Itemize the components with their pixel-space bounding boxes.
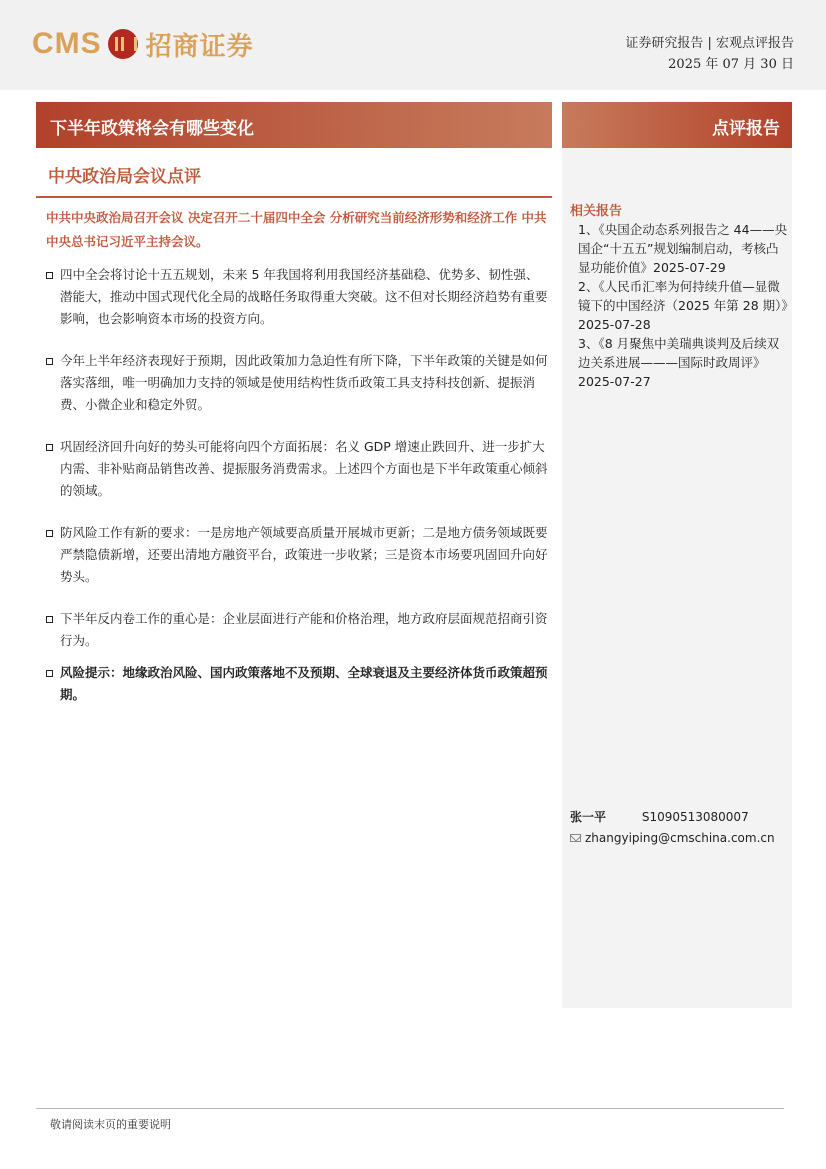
checkbox-bullet-icon xyxy=(46,670,53,677)
footer-divider xyxy=(36,1108,784,1109)
mail-icon xyxy=(570,834,581,842)
list-item xyxy=(46,522,550,588)
list-item-text: 四中全会将讨论十五五规划，未来 5 年我国将利用我国经济基础稳、优势多、韧性强、潜能大，推动中国式现代化全局的战略任务取得重大突破。这不但对长期经济趋势有重要影响，也会影响资本市场的投资方向。 xyxy=(60,267,548,326)
checkbox-bullet-icon xyxy=(46,530,53,537)
footer-disclaimer: 敬请阅读末页的重要说明 xyxy=(50,1118,171,1131)
list-item-text: 巩固经济回升向好的势头可能将向四个方面拓展：名义 GDP 增速止跌回升、进一步扩大内需、非补贴商品销售改善、提振服务消费需求。上述四个方面也是下半年政策重心倾斜的领域。 xyxy=(60,439,548,498)
related-reports-title: 相关报告 xyxy=(570,204,623,219)
lead-paragraph: 中共中央政治局召开会议 决定召开二十届四中全会 分析研究当前经济形势和经济工作 中共中央总书记习近平主持会议。 xyxy=(46,210,547,249)
analyst-license: S1090513080007 xyxy=(641,810,749,824)
brand-logo-en: CMS xyxy=(32,27,102,60)
report-title: 下半年政策将会有哪些变化 xyxy=(50,119,254,139)
analyst-info xyxy=(570,808,790,845)
list-item-text: 下半年反内卷工作的重心是：企业层面进行产能和价格治理，地方政府层面规范招商引资行为。 xyxy=(60,611,548,648)
list-item xyxy=(46,350,550,416)
brand-logo-cn: 招商证券 xyxy=(145,31,254,62)
brand-logo xyxy=(32,26,254,62)
key-points-list xyxy=(46,264,550,706)
risk-warning xyxy=(46,662,550,706)
list-item xyxy=(46,608,550,652)
report-type: 证券研究报告 | 宏观点评报告 xyxy=(625,36,794,51)
subtitle: 中央政治局会议点评 xyxy=(48,167,201,187)
report-tag-bar xyxy=(562,102,792,148)
checkbox-bullet-icon xyxy=(46,272,53,279)
related-report-link[interactable]: 2、《人民币汇率为何持续升值—显微镜下的中国经济（2025 年第 28 期）》2025-07-28 xyxy=(578,279,788,332)
subtitle-divider xyxy=(36,196,552,198)
report-tag: 点评报告 xyxy=(712,119,780,139)
related-report-link[interactable]: 1、《央国企动态系列报告之 44——央国企“十五五”规划编制启动，考核凸显功能价值》2025-07-29 xyxy=(578,222,788,275)
related-report-link[interactable]: 3、《8 月聚焦中美瑞典谈判及后续双边关系进展———国际时政周评》2025-07-27 xyxy=(578,336,780,389)
list-item xyxy=(46,436,550,502)
list-item-text: 防风险工作有新的要求：一是房地产领域要高质量开展城市更新；二是地方债务领域既要严禁隐债新增，还要出清地方融资平台，政策进一步收紧；三是资本市场要巩固回升向好势头。 xyxy=(60,525,548,584)
checkbox-bullet-icon xyxy=(46,358,53,365)
related-reports-list xyxy=(578,220,790,391)
title-bar xyxy=(36,102,552,148)
brand-emblem-icon xyxy=(108,29,138,59)
list-item-text: 今年上半年经济表现好于预期，因此政策加力急迫性有所下降，下半年政策的关键是如何落实落细，唯一明确加力支持的领域是使用结构性货币政策工具支持科技创新、提振消费、小微企业和稳定外贸。 xyxy=(60,353,548,412)
checkbox-bullet-icon xyxy=(46,444,53,451)
analyst-name: 张一平 xyxy=(570,810,607,824)
analyst-email[interactable]: zhangyiping@cmschina.com.cn xyxy=(585,831,775,845)
checkbox-bullet-icon xyxy=(46,616,53,623)
list-item xyxy=(46,264,550,330)
risk-warning-text: 风险提示：地缘政治风险、国内政策落地不及预期、全球衰退及主要经济体货币政策超预期。 xyxy=(60,665,548,702)
report-date: 2025 年 07 月 30 日 xyxy=(668,57,794,72)
